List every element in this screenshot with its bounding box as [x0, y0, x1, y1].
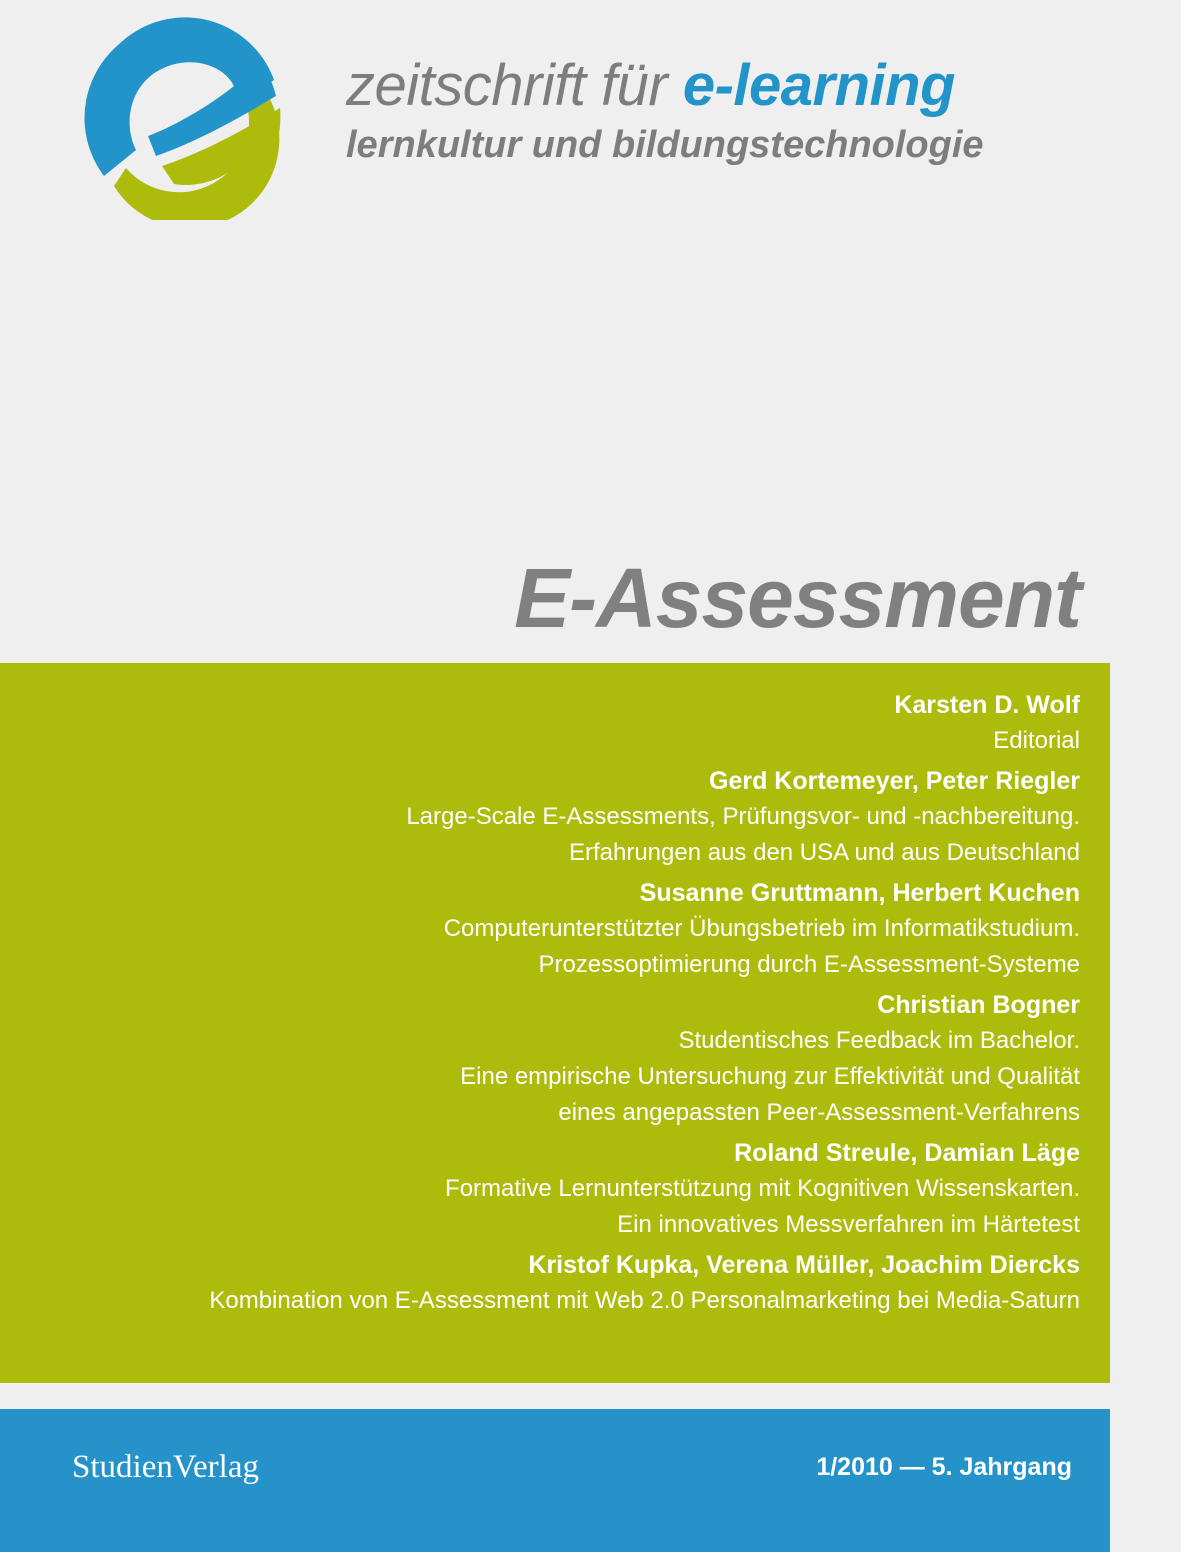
journal-title-accent: e-learning [682, 53, 956, 118]
toc-article-title: Erfahrungen aus den USA und aus Deutschland [568, 839, 1080, 866]
toc-authors: Gerd Kortemeyer, Peter Riegler [709, 767, 1080, 795]
toc-article-title: Studentisches Feedback im Bachelor. [678, 1027, 1080, 1054]
toc-article-title: Editorial [993, 727, 1080, 754]
toc-article-title: Eine empirische Untersuchung zur Effektivität und Qualität [460, 1063, 1080, 1090]
toc-article-title: Ein innovatives Messverfahren im Härtetest [617, 1211, 1080, 1238]
journal-subtitle: lernkultur und bildungstechnologie [346, 124, 984, 166]
toc-authors: Karsten D. Wolf [894, 691, 1080, 719]
table-of-contents [209, 687, 1080, 1323]
toc-article-title: Prozessoptimierung durch E-Assessment-Systeme [538, 951, 1080, 978]
toc-entry [209, 1247, 1080, 1319]
toc-entry [209, 875, 1080, 983]
toc-article-title: Large-Scale E-Assessments, Prüfungsvor- und -nachbereitung. [406, 803, 1080, 830]
publisher-logo: StudienVerlag [72, 1449, 259, 1485]
toc-entry [209, 1135, 1080, 1243]
toc-authors: Roland Streule, Damian Läge [734, 1139, 1080, 1167]
toc-article-title: Computerunterstützter Übungsbetrieb im Informatikstudium. [443, 915, 1080, 942]
journal-title-block [346, 50, 1106, 168]
toc-article-title: Kombination von E-Assessment mit Web 2.0 Personalmarketing bei Media-Saturn [209, 1287, 1080, 1314]
issue-title: E-Assessment [514, 551, 1081, 645]
toc-entry [209, 687, 1080, 759]
toc-entry [209, 987, 1080, 1131]
toc-authors: Kristof Kupka, Verena Müller, Joachim Diercks [528, 1251, 1080, 1279]
toc-entry [209, 763, 1080, 871]
e-logo-icon [76, 16, 286, 220]
footer-bar [0, 1409, 1110, 1552]
toc-authors: Susanne Gruttmann, Herbert Kuchen [639, 879, 1080, 907]
toc-article-title: eines angepassten Peer-Assessment-Verfahrens [558, 1099, 1080, 1126]
issue-info: 1/2010 — 5. Jahrgang [816, 1453, 1072, 1481]
journal-title [346, 50, 1106, 122]
contents-panel [0, 663, 1110, 1383]
toc-article-title: Formative Lernunterstützung mit Kognitiven Wissenskarten. [445, 1175, 1080, 1202]
journal-title-prefix: zeitschrift für [346, 53, 683, 118]
toc-authors: Christian Bogner [877, 991, 1080, 1019]
